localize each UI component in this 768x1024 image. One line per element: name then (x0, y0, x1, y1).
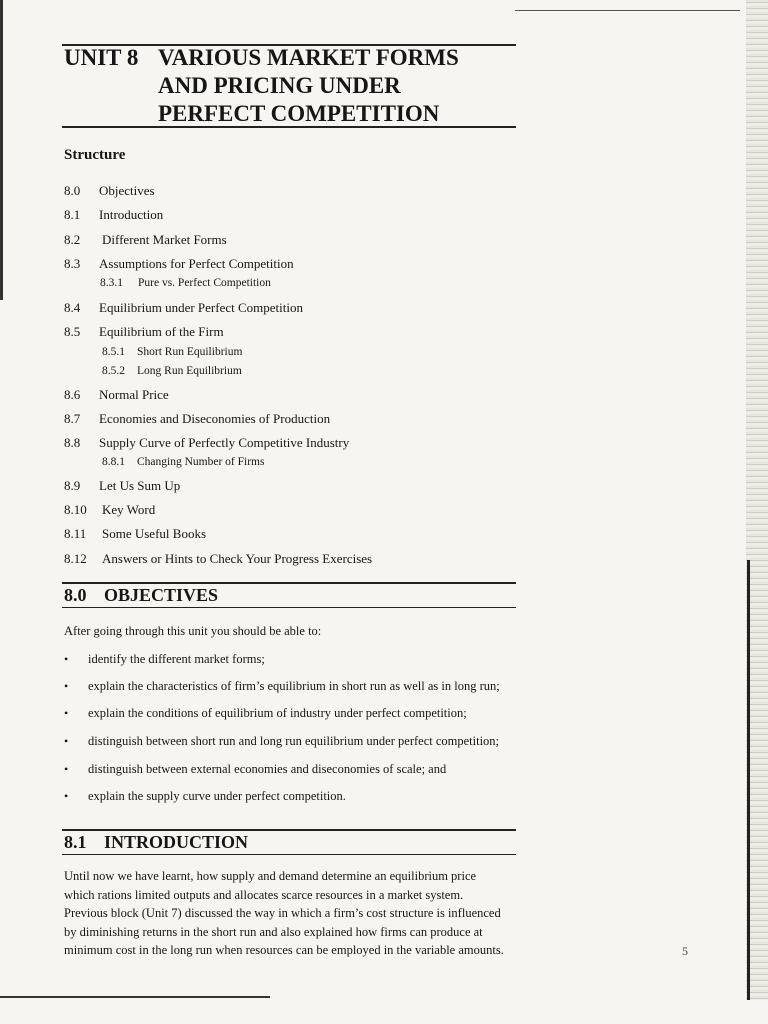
paragraph-line: Previous block (Unit 7) discussed the way in which a firm’s cost structure is influenced (64, 906, 501, 921)
toc-item-number: 8.5 (64, 324, 81, 339)
toc-item-label: Assumptions for Perfect Competition (99, 256, 294, 271)
toc-item-label: Normal Price (99, 387, 169, 402)
toc-item-number: 8.5.1 (102, 346, 125, 358)
toc-item-label: Economies and Diseconomies of Production (99, 411, 331, 426)
paragraph-line: minimum cost in the long run when resources can be employed in the variable amounts. (64, 943, 504, 958)
toc-item-number: 8.2 (64, 232, 81, 247)
toc-item-number: 8.8 (64, 435, 81, 450)
toc-item-label: Short Run Equilibrium (137, 346, 243, 358)
toc-item-number: 8.10 (64, 502, 87, 517)
section-title: OBJECTIVES (104, 585, 219, 605)
toc-item-label: Objectives (99, 183, 155, 198)
introduction-heading (64, 832, 248, 853)
toc-item-number: 8.0 (64, 183, 81, 198)
introduction-top-rule (62, 829, 516, 831)
paragraph-line: Until now we have learnt, how supply and demand determine an equilibrium price (64, 869, 477, 883)
toc-item-label: Supply Curve of Perfectly Competitive Industry (99, 435, 350, 450)
unit-title: VARIOUS MARKET FORMS AND PRICING UNDER PERFECT COMPETITION (158, 45, 459, 126)
scan-edge-shadow (747, 560, 750, 1000)
objective-text: distinguish between external economies and diseconomies of scale; and (88, 762, 447, 776)
toc-item-number: 8.1 (64, 207, 81, 222)
top-edge-rule (515, 10, 740, 11)
toc-item-label: Equilibrium under Perfect Competition (99, 300, 303, 315)
toc-item-label: Pure vs. Perfect Competition (138, 277, 271, 289)
unit-title-bottom-rule (62, 126, 516, 128)
paragraph-line: which rations limited outputs and allocates scarce resources in a market system. (64, 887, 464, 902)
section-number: 8.1 (64, 832, 87, 852)
toc-item-number: 8.4 (64, 300, 81, 315)
scan-edge-left (0, 0, 3, 300)
toc-item-label: Changing Number of Firms (137, 456, 265, 468)
bullet-icon: • (64, 706, 69, 720)
objectives-intro: After going through this unit you should be able to: (64, 624, 322, 638)
section-number: 8.0 (64, 585, 87, 605)
objectives-top-rule (62, 582, 516, 584)
toc-item-number: 8.11 (64, 526, 87, 541)
bullet-icon: • (64, 679, 69, 693)
page-number: 5 (682, 944, 688, 958)
objective-text: distinguish between short run and long run equilibrium under perfect competition; (88, 734, 500, 748)
toc-item-label: Answers or Hints to Check Your Progress Exercises (102, 551, 373, 566)
objective-text: identify the different market forms; (88, 652, 265, 666)
objective-text: explain the supply curve under perfect competition. (88, 789, 346, 803)
toc-item-label: Long Run Equilibrium (137, 365, 242, 377)
bullet-icon: • (64, 789, 69, 803)
toc-item-label: Key Word (102, 502, 156, 517)
bullet-icon: • (64, 762, 69, 776)
toc-item-number: 8.6 (64, 387, 81, 402)
toc-item-number: 8.5.2 (102, 365, 125, 377)
structure-heading: Structure (64, 147, 126, 163)
toc-item-label: Some Useful Books (102, 526, 206, 541)
introduction-bottom-rule (62, 854, 516, 855)
objectives-bottom-rule (62, 607, 516, 608)
footer-rule (0, 996, 270, 998)
toc-item-label: Equilibrium of the Firm (99, 324, 224, 339)
toc-item-label: Let Us Sum Up (99, 478, 181, 493)
toc-item-number: 8.8.1 (102, 456, 125, 468)
bullet-icon: • (64, 734, 69, 748)
objectives-heading (64, 585, 218, 606)
objective-text: explain the characteristics of firm’s equilibrium in short run as well as in long run; (88, 679, 500, 693)
toc-item-number: 8.3.1 (100, 277, 123, 289)
toc-item-label: Introduction (99, 207, 164, 222)
toc-item-label: Different Market Forms (102, 232, 227, 247)
unit-label: UNIT 8 (64, 45, 139, 70)
toc-item-number: 8.7 (64, 411, 81, 426)
paragraph-line: by diminishing returns in the short run and also explained how firms can produce at (64, 924, 483, 939)
bullet-icon: • (64, 652, 69, 666)
objective-text: explain the conditions of equilibrium of industry under perfect competition; (88, 706, 467, 720)
toc-item-number: 8.3 (64, 256, 81, 271)
section-title: INTRODUCTION (104, 832, 249, 852)
toc-item-number: 8.9 (64, 478, 81, 493)
toc-item-number: 8.12 (64, 551, 87, 566)
introduction-paragraph (64, 867, 519, 960)
